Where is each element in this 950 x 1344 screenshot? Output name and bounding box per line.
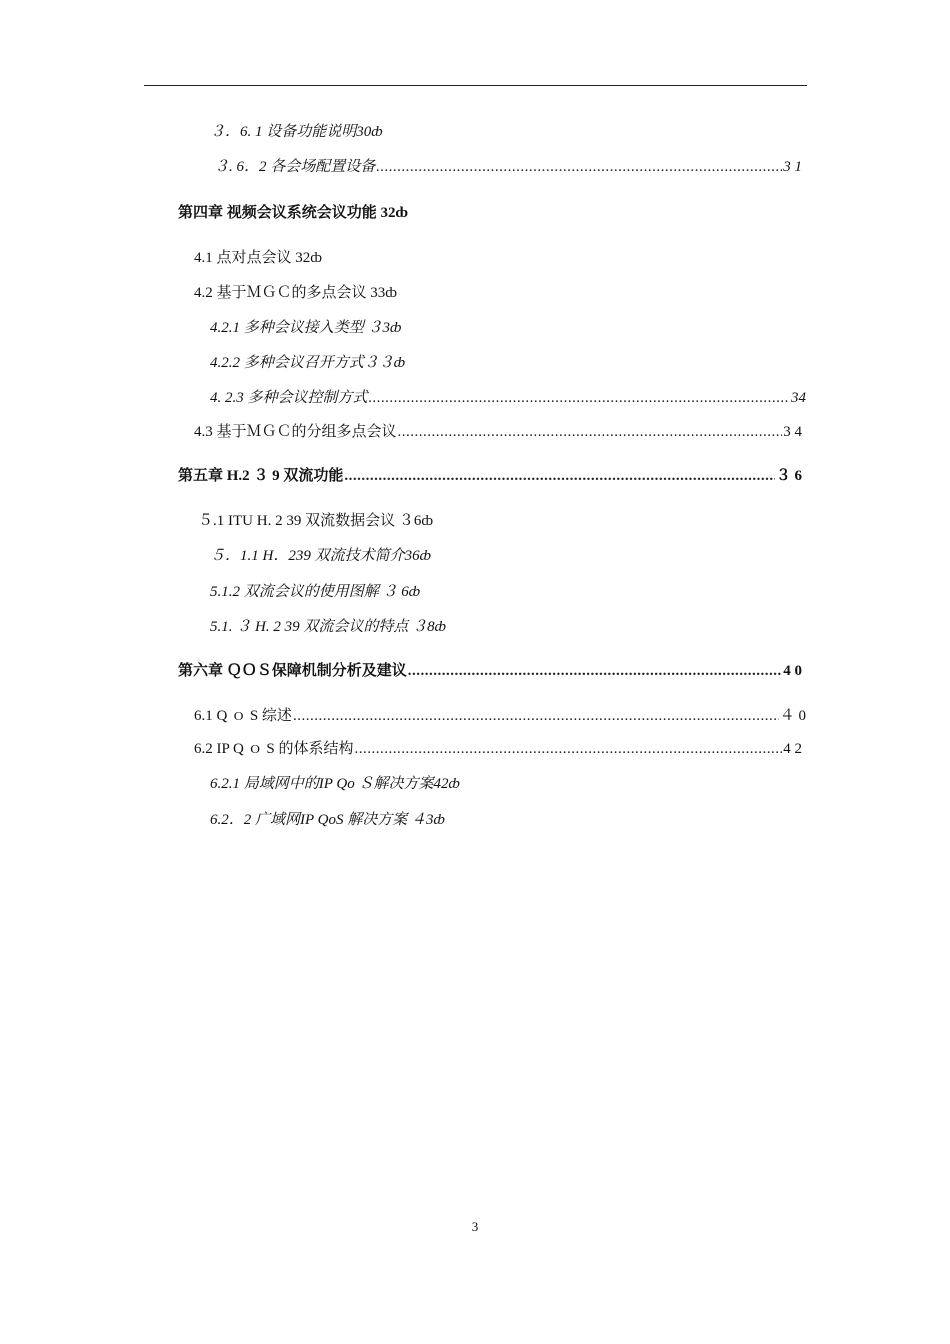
dot-leader [344,466,774,486]
toc-entry[interactable]: 6.2．2 广域网IP QoS 解决方案 ４3 ȸ [210,812,445,828]
toc-entry[interactable] [214,157,802,177]
toc-entry-text: 第四章 视频会议系统会议功能 32 [178,205,396,221]
toc-entry-page: 3 1 [783,159,802,175]
toc-entry-text: ３．6. 1 设备功能说明30 [210,124,372,140]
toc-entry-page: ３ 6 [775,468,802,484]
toc-entry[interactable]: 6.2.1 局域网中的IP Qo Ｓ解决方案42 ȸ [210,776,460,792]
toc-entry-page: 4 2 [783,741,802,757]
toc-entry-text: ５.1 ITU H. 2 39 双流数据会议 ３6 [198,513,422,529]
toc-entry-text: 第五章 H.2 ３ 9 双流功能 [178,468,344,484]
toc-entry-text: 4. 2.3 多种会议控制方式 [210,390,368,406]
dot-leader [376,157,782,177]
toc-entry[interactable]: 4.2.2 多种会议召开方式３３ ȸ [210,355,406,371]
toc-entry-page: 4 0 [783,663,802,679]
toc-entry-text: 4.1 点对点会议 32 [194,250,311,266]
toc-entry[interactable]: 5.1. ３ H. 2 39 双流会议的特点 ３8 ȸ [210,619,446,635]
toc-entry-text: ３. 6．2 各会场配置设备 [214,159,376,175]
toc-entry-text: 4.2.1 多种会议接入类型 ３3 [210,320,391,336]
toc-entry[interactable]: 4.2.1 多种会议接入类型 ３3 ȸ [210,320,402,336]
dot-leader [369,388,790,408]
toc-chapter[interactable] [178,661,802,681]
toc-entry[interactable] [194,706,806,726]
toc-entry-text: 6.2 IP Q ｏ S 的体系结构 [194,741,354,757]
toc-entry-text: 6.2．2 广域网IP QoS 解决方案 ４3 [210,812,434,828]
dot-leader [398,422,783,442]
toc-chapter[interactable] [178,466,802,486]
toc-entry[interactable]: ３．6. 1 设备功能说明30 ȸ [210,124,383,140]
toc-entry-page: 34 [791,390,806,406]
toc-entry-text: ５．1.1 H．239 双流技术简介36 [210,548,420,564]
toc-entry-text: 5.1. ３ H. 2 39 双流会议的特点 ３8 [210,619,435,635]
toc-entry[interactable] [194,739,802,759]
toc-entry[interactable]: 5.1.2 双流会议的使用图解 ３ 6 ȸ [210,584,421,600]
toc-entry-text: 6.2.1 局域网中的IP Qo Ｓ解决方案42 [210,776,449,792]
toc-entry[interactable]: ５．1.1 H．239 双流技术简介36 ȸ [210,548,431,564]
page-number: 3 [471,1219,479,1234]
toc-entry-page: 3 4 [783,424,802,440]
toc-entry-text: 6.1 Q ｏ S 综述 [194,708,292,724]
toc-chapter[interactable]: 第四章 视频会议系统会议功能 32 ȸ [178,205,408,221]
toc-entry-text: 4.3 基于ＭＧＣ的分组多点会议 [194,424,397,440]
toc-entry-text: 4.2.2 多种会议召开方式３３ [210,355,394,371]
toc-entry-text: 5.1.2 双流会议的使用图解 ３ 6 [210,584,409,600]
toc-entry[interactable] [210,388,806,408]
toc-entry[interactable] [194,422,802,442]
toc-entry[interactable]: 4.2 基于ＭＧＣ的多点会议 33 ȸ [194,285,397,301]
dot-leader [408,661,782,681]
toc-entry[interactable]: ５.1 ITU H. 2 39 双流数据会议 ３6 ȸ [198,513,433,529]
toc-entry-page: ４ 0 [779,708,806,724]
dot-leader [354,739,782,759]
toc-entry[interactable]: 4.1 点对点会议 32 ȸ [194,250,322,266]
toc-entry-text: 4.2 基于ＭＧＣ的多点会议 33 [194,285,386,301]
toc-entry-text: 第六章 ＱＯＳ保障机制分析及建议 [178,663,407,679]
dot-leader [293,706,779,726]
